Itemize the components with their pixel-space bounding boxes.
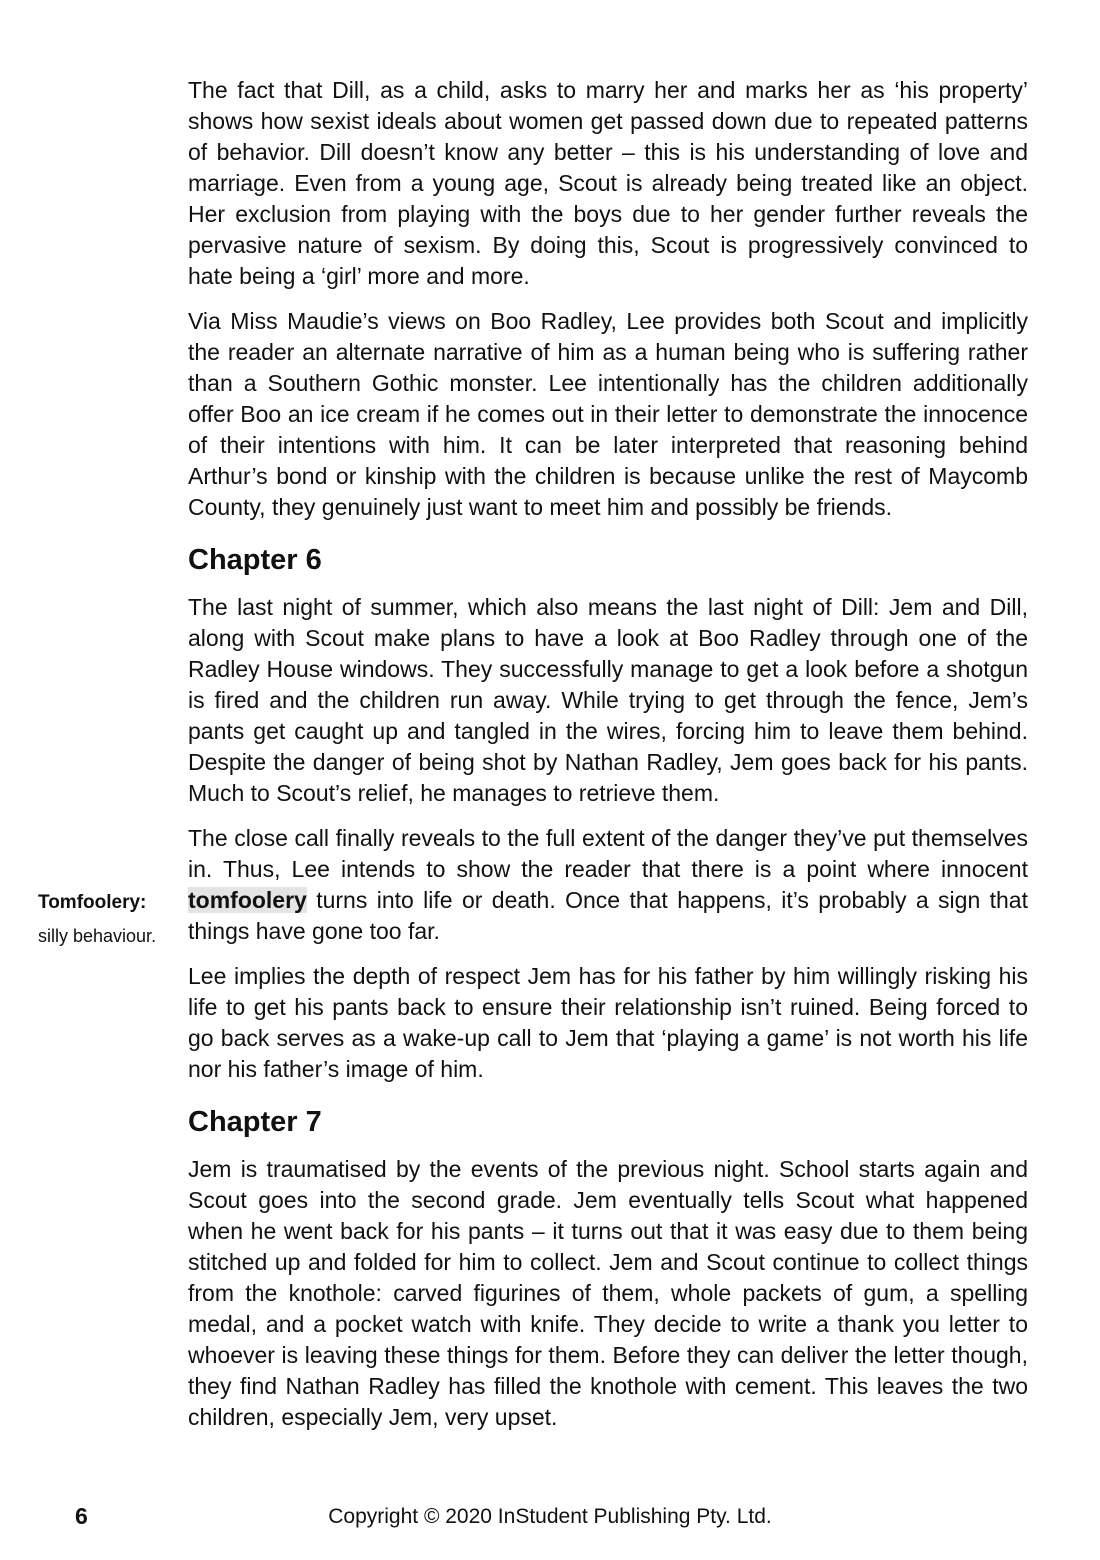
paragraph-text-after-highlight: turns into life or death. Once that happens, it’s probably a sign that things have gone too far. <box>188 887 1028 944</box>
chapter-6-heading: Chapter 6 <box>188 544 322 576</box>
margin-note-definition: silly behaviour. <box>38 926 157 946</box>
margin-note <box>38 891 180 947</box>
page-number: 6 <box>75 1503 88 1529</box>
highlighted-term-tomfoolery: tomfoolery <box>188 887 307 913</box>
document-content <box>188 75 1028 1447</box>
paragraph-text-before-highlight: The close call finally reveals to the full extent of the danger they’ve put themselves in. Thus, Lee intends to show the reader that there is a point where innocent <box>188 825 1028 882</box>
paragraph-chapter-7-summary: Jem is traumatised by the events of the previous night. School starts again and Scout goes into the second grade. Jem eventually tells Scout what happened when he went back for his pants – it turns out that it was easy due to them being stitched up and folded for him to collect. Jem and Scout continue to collect things from the knothole: carved figurines of them, whole packets of gum, a spelling medal, and a pocket watch with knife. They decide to write a thank you letter to whoever is leaving these things for them. Before they can deliver the letter though, they find Nathan Radley has filled the knothole with cement. This leaves the two children, especially Jem, very upset. <box>188 1156 1028 1430</box>
paragraph-tomfoolery <box>188 823 1028 947</box>
paragraph-jem-respect: Lee implies the depth of respect Jem has for his father by him willingly risking his life to get his pants back to ensure their relationship isn’t ruined. Being forced to go back serves as a wake-up call to Jem that ‘playing a game’ is not worth his life nor his father’s image of him. <box>188 963 1028 1082</box>
chapter-7-heading: Chapter 7 <box>188 1106 322 1138</box>
paragraph-dill-marriage: The fact that Dill, as a child, asks to marry her and marks her as ‘his property’ shows how sexist ideals about women get passed down due to repeated patterns of behavior. Dill doesn’t know any better – this is his understanding of love and marriage. Even from a young age, Scout is already being treated like an object. Her exclusion from playing with the boys due to her gender further reveals the pervasive nature of sexism. By doing this, Scout is progressively convinced to hate being a ‘girl’ more and more. <box>188 77 1028 289</box>
paragraph-miss-maudie: Via Miss Maudie’s views on Boo Radley, Lee provides both Scout and implicitly the reader an alternate narrative of him as a human being who is suffering rather than a Southern Gothic monster. Lee intentionally has the children additionally offer Boo an ice cream if he comes out in their letter to demonstrate the innocence of their intentions with him. It can be later interpreted that reasoning behind Arthur’s bond or kinship with the children is because unlike the rest of Maycomb County, they genuinely just want to meet him and possibly be friends. <box>188 308 1028 520</box>
margin-note-term: Tomfoolery: <box>38 892 147 913</box>
page-footer <box>0 1503 1100 1533</box>
paragraph-chapter-6-summary: The last night of summer, which also means the last night of Dill: Jem and Dill, along with Scout make plans to have a look at Boo Radley through one of the Radley House windows. They successfully manage to get a look before a shotgun is fired and the children run away. While trying to get through the fence, Jem’s pants get caught up and tangled in the wires, forcing him to leave them behind. Despite the danger of being shot by Nathan Radley, Jem goes back for his pants. Much to Scout’s relief, he manages to retrieve them. <box>188 594 1028 806</box>
copyright-text: Copyright © 2020 InStudent Publishing Pty. Ltd. <box>328 1505 772 1528</box>
